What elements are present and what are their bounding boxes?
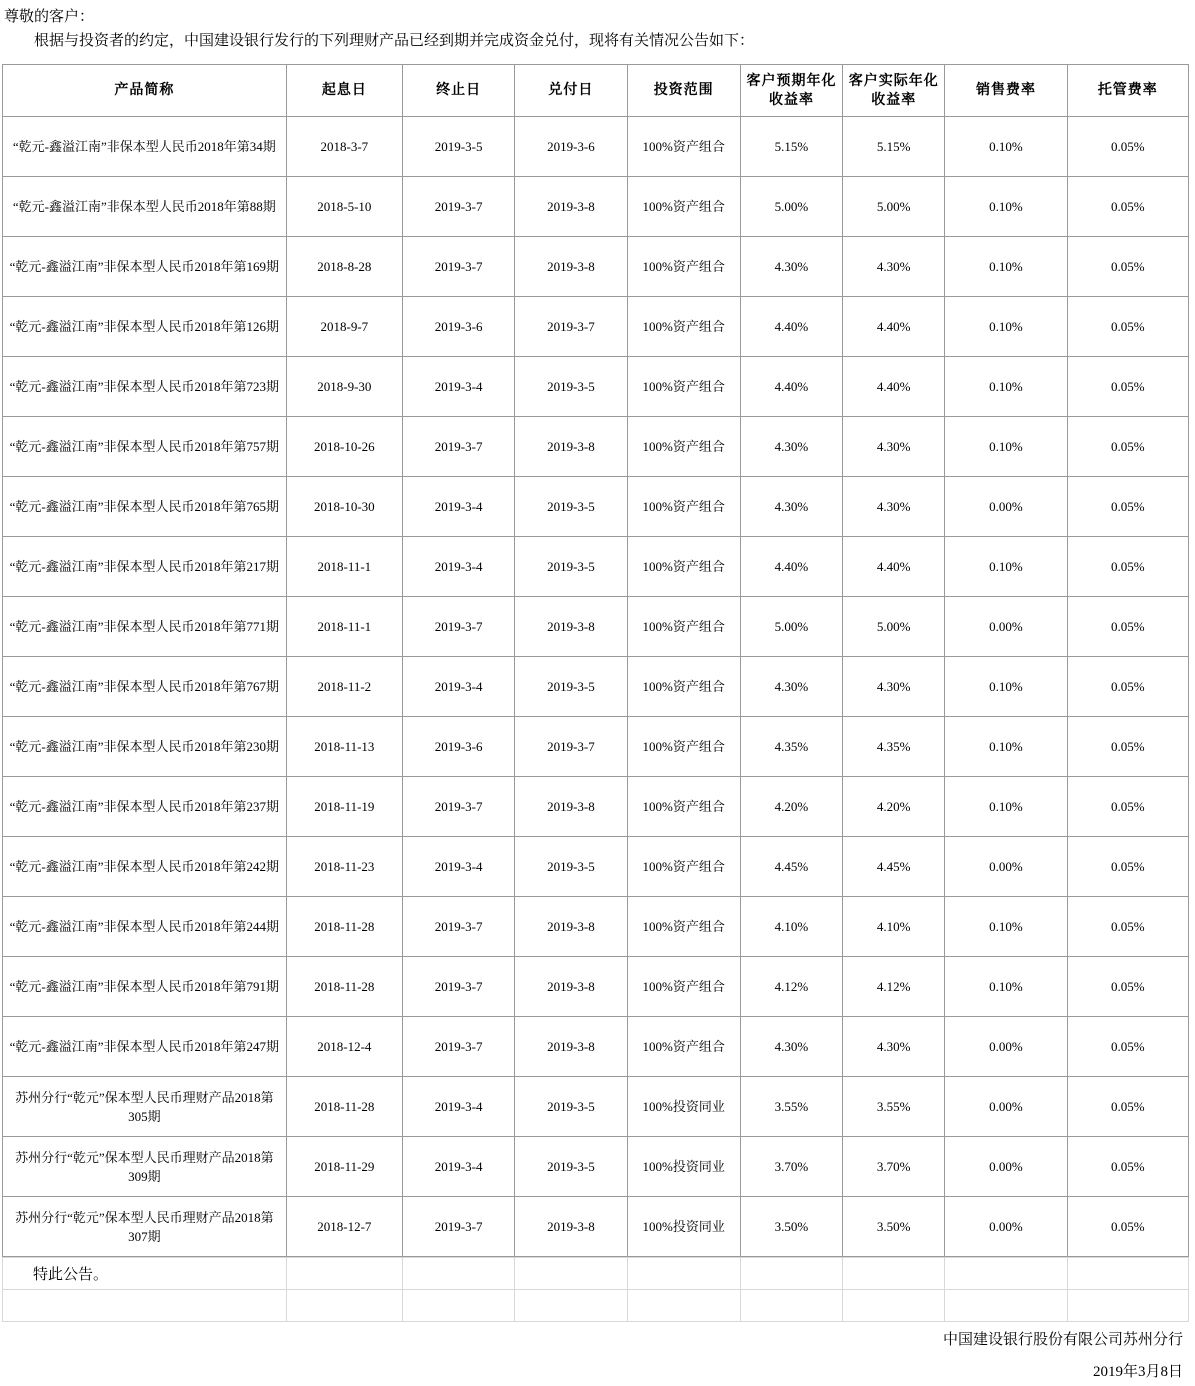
cell-product-name: 苏州分行“乾元”保本型人民币理财产品2018第307期 [3, 1197, 287, 1257]
cell-sales-fee: 0.00% [945, 477, 1067, 537]
cell-payment-date: 2019-3-5 [515, 477, 627, 537]
cell-start-date: 2018-5-10 [286, 177, 402, 237]
cell-custody-fee: 0.05% [1067, 237, 1188, 297]
cell-expected-yield: 4.40% [740, 297, 842, 357]
table-row [3, 1137, 1189, 1197]
cell-actual-yield: 3.50% [843, 1197, 945, 1257]
cell-end-date: 2019-3-4 [402, 477, 514, 537]
cell-start-date: 2018-11-1 [286, 537, 402, 597]
cell-expected-yield: 4.35% [740, 717, 842, 777]
col-start-date: 起息日 [286, 65, 402, 117]
cell-actual-yield: 4.40% [843, 537, 945, 597]
cell-expected-yield: 4.30% [740, 417, 842, 477]
col-actual-yield: 客户实际年化收益率 [843, 65, 945, 117]
cell-end-date: 2019-3-7 [402, 777, 514, 837]
cell-actual-yield: 5.00% [843, 597, 945, 657]
cell-sales-fee: 0.10% [945, 897, 1067, 957]
cell-custody-fee: 0.05% [1067, 1197, 1188, 1257]
cell-sales-fee: 0.00% [945, 1017, 1067, 1077]
table-row [3, 417, 1189, 477]
cell-payment-date: 2019-3-8 [515, 957, 627, 1017]
cell-start-date: 2018-12-7 [286, 1197, 402, 1257]
cell-end-date: 2019-3-4 [402, 357, 514, 417]
blank-cell [286, 1290, 402, 1322]
cell-investment-scope: 100%资产组合 [627, 117, 740, 177]
cell-end-date: 2019-3-7 [402, 177, 514, 237]
cell-actual-yield: 4.12% [843, 957, 945, 1017]
cell-custody-fee: 0.05% [1067, 297, 1188, 357]
cell-start-date: 2018-11-2 [286, 657, 402, 717]
cell-investment-scope: 100%资产组合 [627, 477, 740, 537]
cell-actual-yield: 4.10% [843, 897, 945, 957]
cell-custody-fee: 0.05% [1067, 1017, 1188, 1077]
cell-end-date: 2019-3-7 [402, 1017, 514, 1077]
cell-investment-scope: 100%资产组合 [627, 597, 740, 657]
cell-end-date: 2019-3-7 [402, 957, 514, 1017]
cell-payment-date: 2019-3-5 [515, 537, 627, 597]
cell-sales-fee: 0.10% [945, 297, 1067, 357]
cell-payment-date: 2019-3-7 [515, 717, 627, 777]
blank-cell [286, 1258, 402, 1290]
cell-custody-fee: 0.05% [1067, 897, 1188, 957]
cell-custody-fee: 0.05% [1067, 117, 1188, 177]
blank-row [3, 1290, 1189, 1322]
blank-cell [515, 1258, 627, 1290]
cell-product-name: 苏州分行“乾元”保本型人民币理财产品2018第305期 [3, 1077, 287, 1137]
cell-payment-date: 2019-3-5 [515, 357, 627, 417]
cell-product-name: “乾元-鑫溢江南”非保本型人民币2018年第126期 [3, 297, 287, 357]
cell-investment-scope: 100%投资同业 [627, 1197, 740, 1257]
cell-sales-fee: 0.10% [945, 657, 1067, 717]
blank-cell [843, 1258, 945, 1290]
cell-payment-date: 2019-3-8 [515, 1017, 627, 1077]
cell-start-date: 2018-11-28 [286, 897, 402, 957]
cell-start-date: 2018-3-7 [286, 117, 402, 177]
cell-start-date: 2018-11-29 [286, 1137, 402, 1197]
cell-expected-yield: 4.30% [740, 477, 842, 537]
col-end-date: 终止日 [402, 65, 514, 117]
col-payment-date: 兑付日 [515, 65, 627, 117]
cell-start-date: 2018-11-19 [286, 777, 402, 837]
cell-end-date: 2019-3-7 [402, 237, 514, 297]
cell-actual-yield: 5.00% [843, 177, 945, 237]
cell-product-name: “乾元-鑫溢江南”非保本型人民币2018年第237期 [3, 777, 287, 837]
cell-investment-scope: 100%投资同业 [627, 1077, 740, 1137]
notice-text: 特此公告。 [3, 1258, 287, 1290]
table-row [3, 537, 1189, 597]
cell-start-date: 2018-9-30 [286, 357, 402, 417]
cell-product-name: “乾元-鑫溢江南”非保本型人民币2018年第723期 [3, 357, 287, 417]
cell-product-name: “乾元-鑫溢江南”非保本型人民币2018年第791期 [3, 957, 287, 1017]
table-row [3, 117, 1189, 177]
cell-start-date: 2018-9-7 [286, 297, 402, 357]
cell-actual-yield: 4.30% [843, 417, 945, 477]
issuer-name: 中国建设银行股份有限公司苏州分行 [942, 1331, 1183, 1348]
cell-custody-fee: 0.05% [1067, 1077, 1188, 1137]
cell-end-date: 2019-3-7 [402, 897, 514, 957]
cell-product-name: “乾元-鑫溢江南”非保本型人民币2018年第244期 [3, 897, 287, 957]
table-row [3, 777, 1189, 837]
blank-cell [402, 1290, 514, 1322]
cell-product-name: “乾元-鑫溢江南”非保本型人民币2018年第767期 [3, 657, 287, 717]
cell-payment-date: 2019-3-6 [515, 117, 627, 177]
cell-sales-fee: 0.00% [945, 1077, 1067, 1137]
cell-sales-fee: 0.10% [945, 537, 1067, 597]
table-row [3, 657, 1189, 717]
cell-sales-fee: 0.00% [945, 1137, 1067, 1197]
cell-start-date: 2018-10-30 [286, 477, 402, 537]
cell-sales-fee: 0.00% [945, 1197, 1067, 1257]
products-table [2, 64, 1189, 1257]
cell-expected-yield: 5.00% [740, 177, 842, 237]
cell-payment-date: 2019-3-5 [515, 657, 627, 717]
blank-cell [740, 1290, 842, 1322]
cell-payment-date: 2019-3-8 [515, 417, 627, 477]
cell-investment-scope: 100%资产组合 [627, 957, 740, 1017]
cell-payment-date: 2019-3-8 [515, 177, 627, 237]
cell-product-name: “乾元-鑫溢江南”非保本型人民币2018年第169期 [3, 237, 287, 297]
table-row [3, 357, 1189, 417]
cell-expected-yield: 4.45% [740, 837, 842, 897]
col-sales-fee: 销售费率 [945, 65, 1067, 117]
table-row [3, 1017, 1189, 1077]
table-header [3, 65, 1189, 117]
cell-custody-fee: 0.05% [1067, 957, 1188, 1017]
cell-sales-fee: 0.10% [945, 957, 1067, 1017]
col-expected-yield: 客户预期年化收益率 [740, 65, 842, 117]
cell-sales-fee: 0.10% [945, 417, 1067, 477]
cell-actual-yield: 4.20% [843, 777, 945, 837]
blank-cell [1067, 1258, 1188, 1290]
cell-end-date: 2019-3-4 [402, 1137, 514, 1197]
cell-actual-yield: 4.35% [843, 717, 945, 777]
cell-investment-scope: 100%资产组合 [627, 837, 740, 897]
cell-product-name: “乾元-鑫溢江南”非保本型人民币2018年第88期 [3, 177, 287, 237]
cell-payment-date: 2019-3-5 [515, 1137, 627, 1197]
cell-start-date: 2018-8-28 [286, 237, 402, 297]
cell-expected-yield: 4.10% [740, 897, 842, 957]
cell-custody-fee: 0.05% [1067, 477, 1188, 537]
cell-custody-fee: 0.05% [1067, 657, 1188, 717]
cell-investment-scope: 100%投资同业 [627, 1137, 740, 1197]
cell-end-date: 2019-3-4 [402, 537, 514, 597]
table-body [3, 117, 1189, 1257]
table-row [3, 717, 1189, 777]
table-row [3, 477, 1189, 537]
cell-product-name: “乾元-鑫溢江南”非保本型人民币2018年第765期 [3, 477, 287, 537]
table-row [3, 297, 1189, 357]
cell-actual-yield: 4.30% [843, 1017, 945, 1077]
cell-start-date: 2018-11-28 [286, 957, 402, 1017]
salutation: 尊敬的客户： [4, 9, 95, 25]
cell-investment-scope: 100%资产组合 [627, 177, 740, 237]
cell-expected-yield: 3.70% [740, 1137, 842, 1197]
cell-sales-fee: 0.10% [945, 237, 1067, 297]
cell-investment-scope: 100%资产组合 [627, 417, 740, 477]
cell-product-name: “乾元-鑫溢江南”非保本型人民币2018年第242期 [3, 837, 287, 897]
cell-actual-yield: 5.15% [843, 117, 945, 177]
cell-custody-fee: 0.05% [1067, 597, 1188, 657]
signature-table [2, 1322, 1189, 1386]
intro-block [0, 0, 1195, 54]
cell-investment-scope: 100%资产组合 [627, 1017, 740, 1077]
cell-payment-date: 2019-3-8 [515, 597, 627, 657]
cell-custody-fee: 0.05% [1067, 837, 1188, 897]
cell-actual-yield: 4.30% [843, 657, 945, 717]
cell-custody-fee: 0.05% [1067, 357, 1188, 417]
cell-expected-yield: 4.30% [740, 657, 842, 717]
blank-cell [843, 1290, 945, 1322]
cell-expected-yield: 5.15% [740, 117, 842, 177]
cell-product-name: “乾元-鑫溢江南”非保本型人民币2018年第771期 [3, 597, 287, 657]
cell-sales-fee: 0.10% [945, 357, 1067, 417]
cell-custody-fee: 0.05% [1067, 717, 1188, 777]
col-product-name: 产品简称 [3, 65, 287, 117]
cell-investment-scope: 100%资产组合 [627, 297, 740, 357]
cell-end-date: 2019-3-6 [402, 717, 514, 777]
cell-start-date: 2018-11-23 [286, 837, 402, 897]
cell-start-date: 2018-11-1 [286, 597, 402, 657]
cell-start-date: 2018-11-13 [286, 717, 402, 777]
cell-sales-fee: 0.10% [945, 777, 1067, 837]
cell-payment-date: 2019-3-5 [515, 1077, 627, 1137]
cell-end-date: 2019-3-5 [402, 117, 514, 177]
blank-cell [515, 1290, 627, 1322]
cell-payment-date: 2019-3-8 [515, 777, 627, 837]
cell-product-name: “乾元-鑫溢江南”非保本型人民币2018年第217期 [3, 537, 287, 597]
cell-sales-fee: 0.10% [945, 117, 1067, 177]
cell-custody-fee: 0.05% [1067, 777, 1188, 837]
cell-payment-date: 2019-3-7 [515, 297, 627, 357]
cell-custody-fee: 0.05% [1067, 417, 1188, 477]
cell-actual-yield: 4.45% [843, 837, 945, 897]
col-custody-fee: 托管费率 [1067, 65, 1188, 117]
table-row [3, 957, 1189, 1017]
cell-investment-scope: 100%资产组合 [627, 237, 740, 297]
blank-cell [1067, 1290, 1188, 1322]
cell-start-date: 2018-12-4 [286, 1017, 402, 1077]
table-row [3, 1197, 1189, 1257]
cell-actual-yield: 4.40% [843, 297, 945, 357]
cell-expected-yield: 3.50% [740, 1197, 842, 1257]
blank-cell [402, 1258, 514, 1290]
cell-payment-date: 2019-3-8 [515, 1197, 627, 1257]
table-row [3, 837, 1189, 897]
cell-investment-scope: 100%资产组合 [627, 357, 740, 417]
cell-actual-yield: 4.40% [843, 357, 945, 417]
cell-custody-fee: 0.05% [1067, 177, 1188, 237]
cell-end-date: 2019-3-7 [402, 417, 514, 477]
cell-end-date: 2019-3-4 [402, 657, 514, 717]
cell-product-name: “乾元-鑫溢江南”非保本型人民币2018年第230期 [3, 717, 287, 777]
cell-product-name: “乾元-鑫溢江南”非保本型人民币2018年第34期 [3, 117, 287, 177]
footer-table [2, 1257, 1189, 1322]
cell-expected-yield: 4.12% [740, 957, 842, 1017]
table-row [3, 597, 1189, 657]
table-row [3, 177, 1189, 237]
cell-end-date: 2019-3-4 [402, 1077, 514, 1137]
cell-actual-yield: 3.70% [843, 1137, 945, 1197]
cell-end-date: 2019-3-6 [402, 297, 514, 357]
cell-product-name: “乾元-鑫溢江南”非保本型人民币2018年第247期 [3, 1017, 287, 1077]
cell-expected-yield: 4.40% [740, 357, 842, 417]
issuer-row [2, 1322, 1189, 1354]
cell-investment-scope: 100%资产组合 [627, 897, 740, 957]
cell-sales-fee: 0.10% [945, 177, 1067, 237]
cell-sales-fee: 0.10% [945, 717, 1067, 777]
cell-end-date: 2019-3-7 [402, 1197, 514, 1257]
cell-investment-scope: 100%资产组合 [627, 777, 740, 837]
cell-expected-yield: 5.00% [740, 597, 842, 657]
cell-expected-yield: 4.30% [740, 1017, 842, 1077]
cell-actual-yield: 4.30% [843, 237, 945, 297]
blank-cell [740, 1258, 842, 1290]
announcement-date: 2019年3月8日 [1092, 1363, 1183, 1380]
blank-cell [627, 1290, 740, 1322]
cell-expected-yield: 4.20% [740, 777, 842, 837]
table-row [3, 237, 1189, 297]
cell-actual-yield: 3.55% [843, 1077, 945, 1137]
cell-investment-scope: 100%资产组合 [627, 717, 740, 777]
cell-end-date: 2019-3-7 [402, 597, 514, 657]
blank-cell [945, 1290, 1067, 1322]
cell-start-date: 2018-11-28 [286, 1077, 402, 1137]
cell-payment-date: 2019-3-5 [515, 837, 627, 897]
blank-cell [627, 1258, 740, 1290]
col-investment-scope: 投资范围 [627, 65, 740, 117]
cell-custody-fee: 0.05% [1067, 537, 1188, 597]
blank-cell [945, 1258, 1067, 1290]
table-row [3, 1077, 1189, 1137]
cell-product-name: 苏州分行“乾元”保本型人民币理财产品2018第309期 [3, 1137, 287, 1197]
cell-actual-yield: 4.30% [843, 477, 945, 537]
cell-expected-yield: 4.40% [740, 537, 842, 597]
cell-product-name: “乾元-鑫溢江南”非保本型人民币2018年第757期 [3, 417, 287, 477]
table-row [3, 897, 1189, 957]
cell-sales-fee: 0.00% [945, 837, 1067, 897]
date-row [2, 1354, 1189, 1386]
cell-end-date: 2019-3-4 [402, 837, 514, 897]
cell-sales-fee: 0.00% [945, 597, 1067, 657]
cell-custody-fee: 0.05% [1067, 1137, 1188, 1197]
cell-expected-yield: 4.30% [740, 237, 842, 297]
cell-investment-scope: 100%资产组合 [627, 657, 740, 717]
header-row [3, 65, 1189, 117]
blank-cell [3, 1290, 287, 1322]
notice-row [3, 1258, 1189, 1290]
cell-start-date: 2018-10-26 [286, 417, 402, 477]
cell-expected-yield: 3.55% [740, 1077, 842, 1137]
cell-investment-scope: 100%资产组合 [627, 537, 740, 597]
intro-paragraph: 根据与投资者的约定，中国建设银行发行的下列理财产品已经到期并完成资金兑付，现将有关情况公告如下： [34, 33, 755, 49]
cell-payment-date: 2019-3-8 [515, 897, 627, 957]
cell-payment-date: 2019-3-8 [515, 237, 627, 297]
